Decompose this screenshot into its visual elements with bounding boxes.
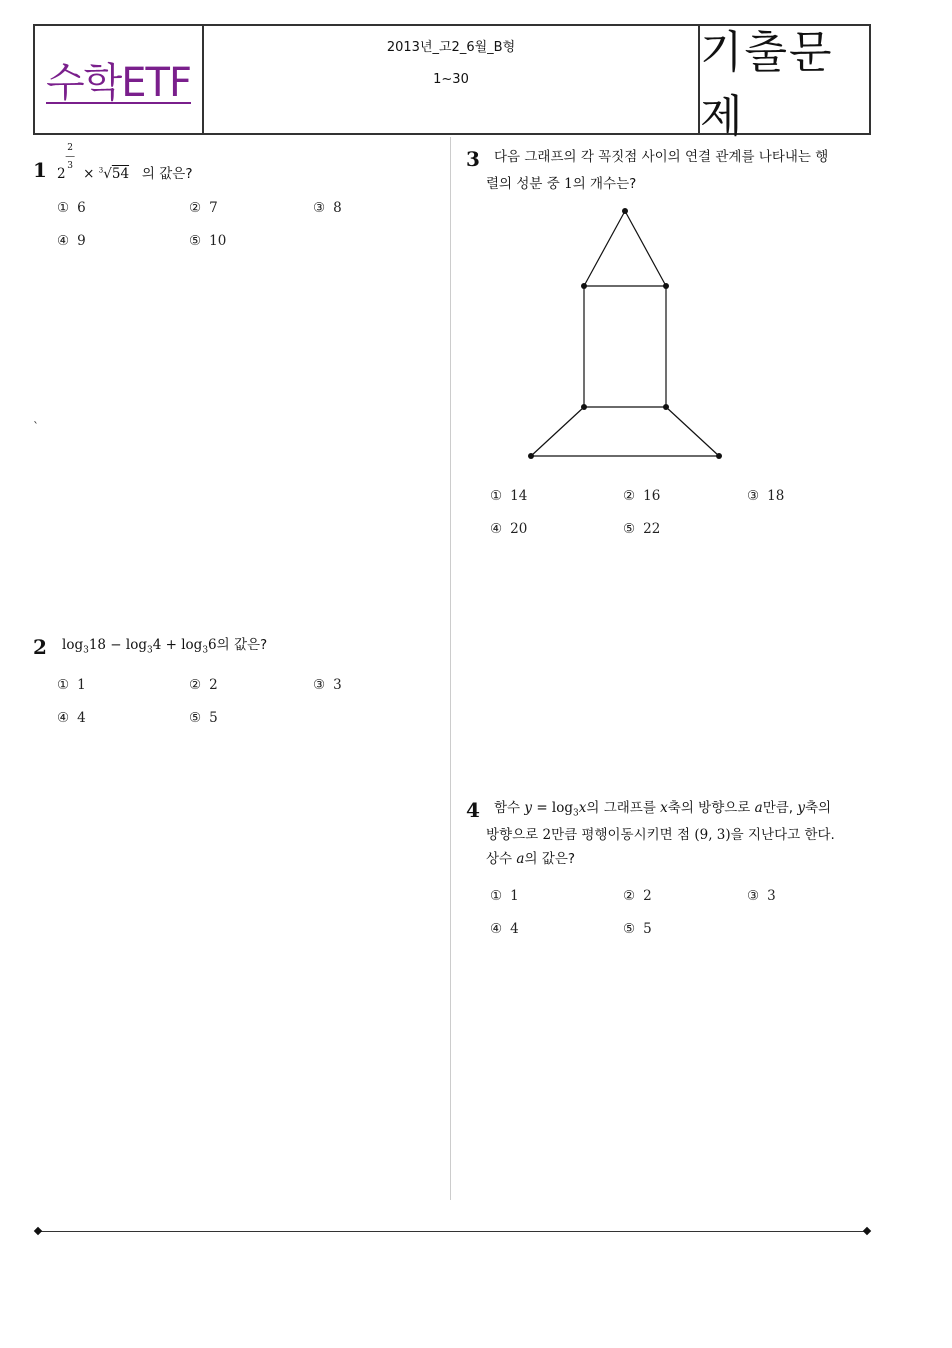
title-cell <box>700 26 869 142</box>
question-2-choice-4[interactable]: ④ 4 <box>57 710 86 726</box>
question-2-choice-5[interactable]: ⑤ 5 <box>189 710 218 726</box>
question-4-line-1: 함수 $y = \log_3x$의 그래프를 x축의 방향으로 a만큼, y축의 <box>494 800 832 819</box>
question-4-choice-3[interactable]: ③ 3 <box>747 888 776 904</box>
exam-range: 1~30 <box>433 72 469 87</box>
question-3-choice-4[interactable]: ④ 20 <box>490 521 528 537</box>
graph-vertex <box>716 453 722 459</box>
question-1-suffix: 의 값은? <box>141 166 193 182</box>
question-1-choice-1[interactable]: ① 6 <box>57 200 86 216</box>
question-1-choice-2[interactable]: ② 7 <box>189 200 218 216</box>
question-4-choice-4[interactable]: ④ 4 <box>490 921 519 937</box>
stray-mark: ` <box>33 420 39 434</box>
question-3-line-2: 렬의 성분 중 1의 개수는? <box>486 176 637 192</box>
question-3-choice-3[interactable]: ③ 18 <box>747 488 785 504</box>
question-1-expression: 22 ― 3 × $^3$√54 <box>57 143 130 182</box>
question-1-choice-4[interactable]: ④ 9 <box>57 233 86 249</box>
question-3-choice-5[interactable]: ⑤ 22 <box>623 521 661 537</box>
question-2-number: 2 <box>33 635 47 659</box>
question-1-choice-5[interactable]: ⑤ 10 <box>189 233 227 249</box>
exam-title: 2013년_고2_6월_B형 <box>386 40 516 55</box>
logo: 수학ETF <box>46 60 191 106</box>
question-2-expression: $\log_318 - \log_34 + \log_36$ <box>62 637 217 656</box>
question-2-choice-1[interactable]: ① 1 <box>57 677 86 693</box>
logo-cell <box>35 26 204 133</box>
question-4-line-3: 상수 a의 값은? <box>486 851 576 867</box>
column-divider <box>450 137 451 1200</box>
question-3-choice-1[interactable]: ① 14 <box>490 488 528 504</box>
question-4-choice-2[interactable]: ② 2 <box>623 888 652 904</box>
graph-vertex <box>622 208 628 214</box>
question-3-line-1: 다음 그래프의 각 꼭짓점 사이의 연결 관계를 나타내는 행 <box>494 149 829 165</box>
question-2-choice-3[interactable]: ③ 3 <box>313 677 342 693</box>
page-title: 기출문제 <box>700 26 834 142</box>
question-3-choice-2[interactable]: ② 16 <box>623 488 661 504</box>
question-3-number: 3 <box>466 147 480 171</box>
question-1-number: 1 <box>33 158 47 182</box>
exam-info-cell <box>204 26 700 133</box>
graph-edge <box>666 407 719 456</box>
question-4-choice-1[interactable]: ① 1 <box>490 888 519 904</box>
question-1-choice-3[interactable]: ③ 8 <box>313 200 342 216</box>
graph-edge <box>531 407 584 456</box>
graph-vertex <box>663 283 669 289</box>
header-box <box>33 24 871 142</box>
graph-edge <box>625 211 666 286</box>
footer-line <box>38 1231 868 1232</box>
footer-diamond-right <box>863 1227 871 1235</box>
question-2-choice-2[interactable]: ② 2 <box>189 677 218 693</box>
graph-edge <box>584 211 625 286</box>
footer-diamond-left <box>34 1227 42 1235</box>
graph-vertex <box>581 283 587 289</box>
question-2-text <box>62 632 267 664</box>
question-4-line-2: 방향으로 2만큼 평행이동시키면 점 (9, 3)을 지난다고 한다. <box>486 827 835 843</box>
graph-vertex <box>581 404 587 410</box>
graph-vertex <box>663 404 669 410</box>
question-4-number: 4 <box>466 798 480 822</box>
graph-vertex <box>528 453 534 459</box>
question-1-text <box>57 143 193 187</box>
question-4-choice-5[interactable]: ⑤ 5 <box>623 921 652 937</box>
question-2-suffix: 의 값은? <box>216 637 268 653</box>
graph-figure <box>520 200 730 465</box>
